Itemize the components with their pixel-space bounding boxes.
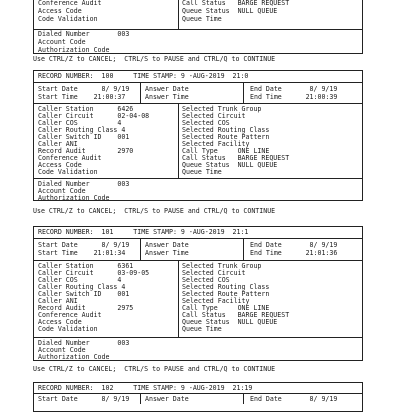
field-code-validation: Code Validation (38, 15, 98, 23)
field-call-status: Call Status BARGE REQUEST (182, 154, 290, 162)
field-start-time: Start Time 21:01:34 (38, 249, 126, 257)
field-selected-trunk-group: Selected Trunk Group (182, 105, 262, 113)
field-selected-route-pattern: Selected Route Pattern (182, 290, 270, 298)
field-caller-switch-id: Caller Switch ID 001 (38, 290, 130, 298)
field-selected-facility: Selected Facility (182, 297, 250, 305)
field-end-time: End Time 21:00:39 (250, 93, 338, 101)
column-divider (140, 239, 141, 260)
field-start-date: Start Date 8/ 9/19 (38, 395, 130, 403)
field-start-date: Start Date 8/ 9/19 (38, 85, 130, 93)
field-end-date: End Date 8/ 9/19 (250, 395, 338, 403)
field-access-code: Access Code (38, 318, 82, 326)
field-answer-date: Answer Date (145, 395, 189, 403)
row-divider (33, 103, 363, 104)
field-account-code: Account Code (38, 187, 86, 195)
field-dialed-number: Dialed Number 003 (38, 30, 130, 38)
record-header: RECORD NUMBER: 101 TIME STAMP: 9 -AUG-2019 21:1 (38, 228, 249, 236)
field-answer-time: Answer Time (145, 249, 189, 257)
prompt-line: Use CTRL/Z to CANCEL; CTRL/S to PAUSE and CTRL/Q to CONTINUE (33, 55, 276, 63)
field-authorization-code: Authorization Code (38, 353, 110, 361)
field-queue-time: Queue Time (182, 15, 222, 23)
field-caller-routing-class: Caller Routing Class 4 (38, 126, 126, 134)
field-call-status: Call Status BARGE REQUEST (182, 0, 290, 7)
field-call-type: Call Type ONE LINE (182, 304, 270, 312)
field-selected-circuit: Selected Circuit (182, 269, 246, 277)
field-selected-routing-class: Selected Routing Class (182, 126, 270, 134)
header-divider (33, 82, 363, 83)
field-authorization-code: Authorization Code (38, 194, 110, 202)
field-call-status: Call Status BARGE REQUEST (182, 311, 290, 319)
field-caller-circuit: Caller Circuit 02-04-08 (38, 112, 150, 120)
field-caller-circuit: Caller Circuit 03-09-05 (38, 269, 150, 277)
field-dialed-number: Dialed Number 003 (38, 339, 130, 347)
field-selected-trunk-group: Selected Trunk Group (182, 262, 262, 270)
field-end-date: End Date 8/ 9/19 (250, 85, 338, 93)
field-queue-status: Queue Status NULL QUEUE (182, 161, 278, 169)
row-divider (33, 337, 363, 338)
field-end-time: End Time 21:01:36 (250, 249, 338, 257)
header-divider (33, 238, 363, 239)
field-selected-circuit: Selected Circuit (182, 112, 246, 120)
field-caller-cos: Caller COS 4 (38, 276, 122, 284)
field-queue-status: Queue Status NULL QUEUE (182, 7, 278, 15)
column-divider (243, 394, 244, 404)
field-selected-facility: Selected Facility (182, 140, 250, 148)
field-account-code: Account Code (38, 346, 86, 354)
field-authorization-code: Authorization Code (38, 46, 110, 54)
field-conference-audit: Conference Audit (38, 154, 102, 162)
column-divider (178, 261, 179, 337)
field-caller-station: Caller Station 6426 (38, 105, 134, 113)
column-divider (243, 83, 244, 103)
field-caller-switch-id: Caller Switch ID 001 (38, 133, 130, 141)
field-caller-ani: Caller ANI (38, 297, 78, 305)
field-queue-time: Queue Time (182, 168, 222, 176)
field-conference-audit: Conference Audit (38, 311, 102, 319)
field-account-code: Account Code (38, 38, 86, 46)
column-divider (243, 239, 244, 260)
field-caller-cos: Caller COS 4 (38, 119, 122, 127)
field-start-time: Start Time 21:00:37 (38, 93, 126, 101)
field-conference-audit: Conference Audit (38, 0, 102, 7)
field-record-audit: Record Audit 2970 (38, 147, 134, 155)
field-code-validation: Code Validation (38, 168, 98, 176)
field-queue-status: Queue Status NULL QUEUE (182, 318, 278, 326)
row-divider (33, 260, 363, 261)
field-caller-routing-class: Caller Routing Class 4 (38, 283, 126, 291)
field-access-code: Access Code (38, 7, 82, 15)
field-start-date: Start Date 8/ 9/19 (38, 241, 130, 249)
prompt-line: Use CTRL/Z to CANCEL; CTRL/S to PAUSE and CTRL/Q to CONTINUE (33, 365, 276, 373)
field-dialed-number: Dialed Number 003 (38, 180, 130, 188)
field-code-validation: Code Validation (38, 325, 98, 333)
field-record-audit: Record Audit 2975 (38, 304, 134, 312)
column-divider (140, 83, 141, 103)
field-call-type: Call Type ONE LINE (182, 147, 270, 155)
field-selected-cos: Selected COS (182, 119, 230, 127)
field-answer-date: Answer Date (145, 85, 189, 93)
column-divider (178, 104, 179, 178)
field-selected-route-pattern: Selected Route Pattern (182, 133, 270, 141)
field-queue-time: Queue Time (182, 325, 222, 333)
record-header: RECORD NUMBER: 102 TIME STAMP: 9 -AUG-2019 21:19 (38, 384, 253, 392)
field-answer-date: Answer Date (145, 241, 189, 249)
column-divider (140, 394, 141, 404)
column-divider (178, 0, 179, 29)
record-header: RECORD NUMBER: 100 TIME STAMP: 9 -AUG-2019 21:0 (38, 72, 249, 80)
field-caller-ani: Caller ANI (38, 140, 78, 148)
field-end-date: End Date 8/ 9/19 (250, 241, 338, 249)
field-selected-cos: Selected COS (182, 276, 230, 284)
field-access-code: Access Code (38, 161, 82, 169)
header-divider (33, 393, 363, 394)
field-caller-station: Caller Station 6361 (38, 262, 134, 270)
prompt-line: Use CTRL/Z to CANCEL; CTRL/S to PAUSE and CTRL/Q to CONTINUE (33, 207, 276, 215)
field-answer-time: Answer Time (145, 93, 189, 101)
row-divider (33, 178, 363, 179)
field-selected-routing-class: Selected Routing Class (182, 283, 270, 291)
